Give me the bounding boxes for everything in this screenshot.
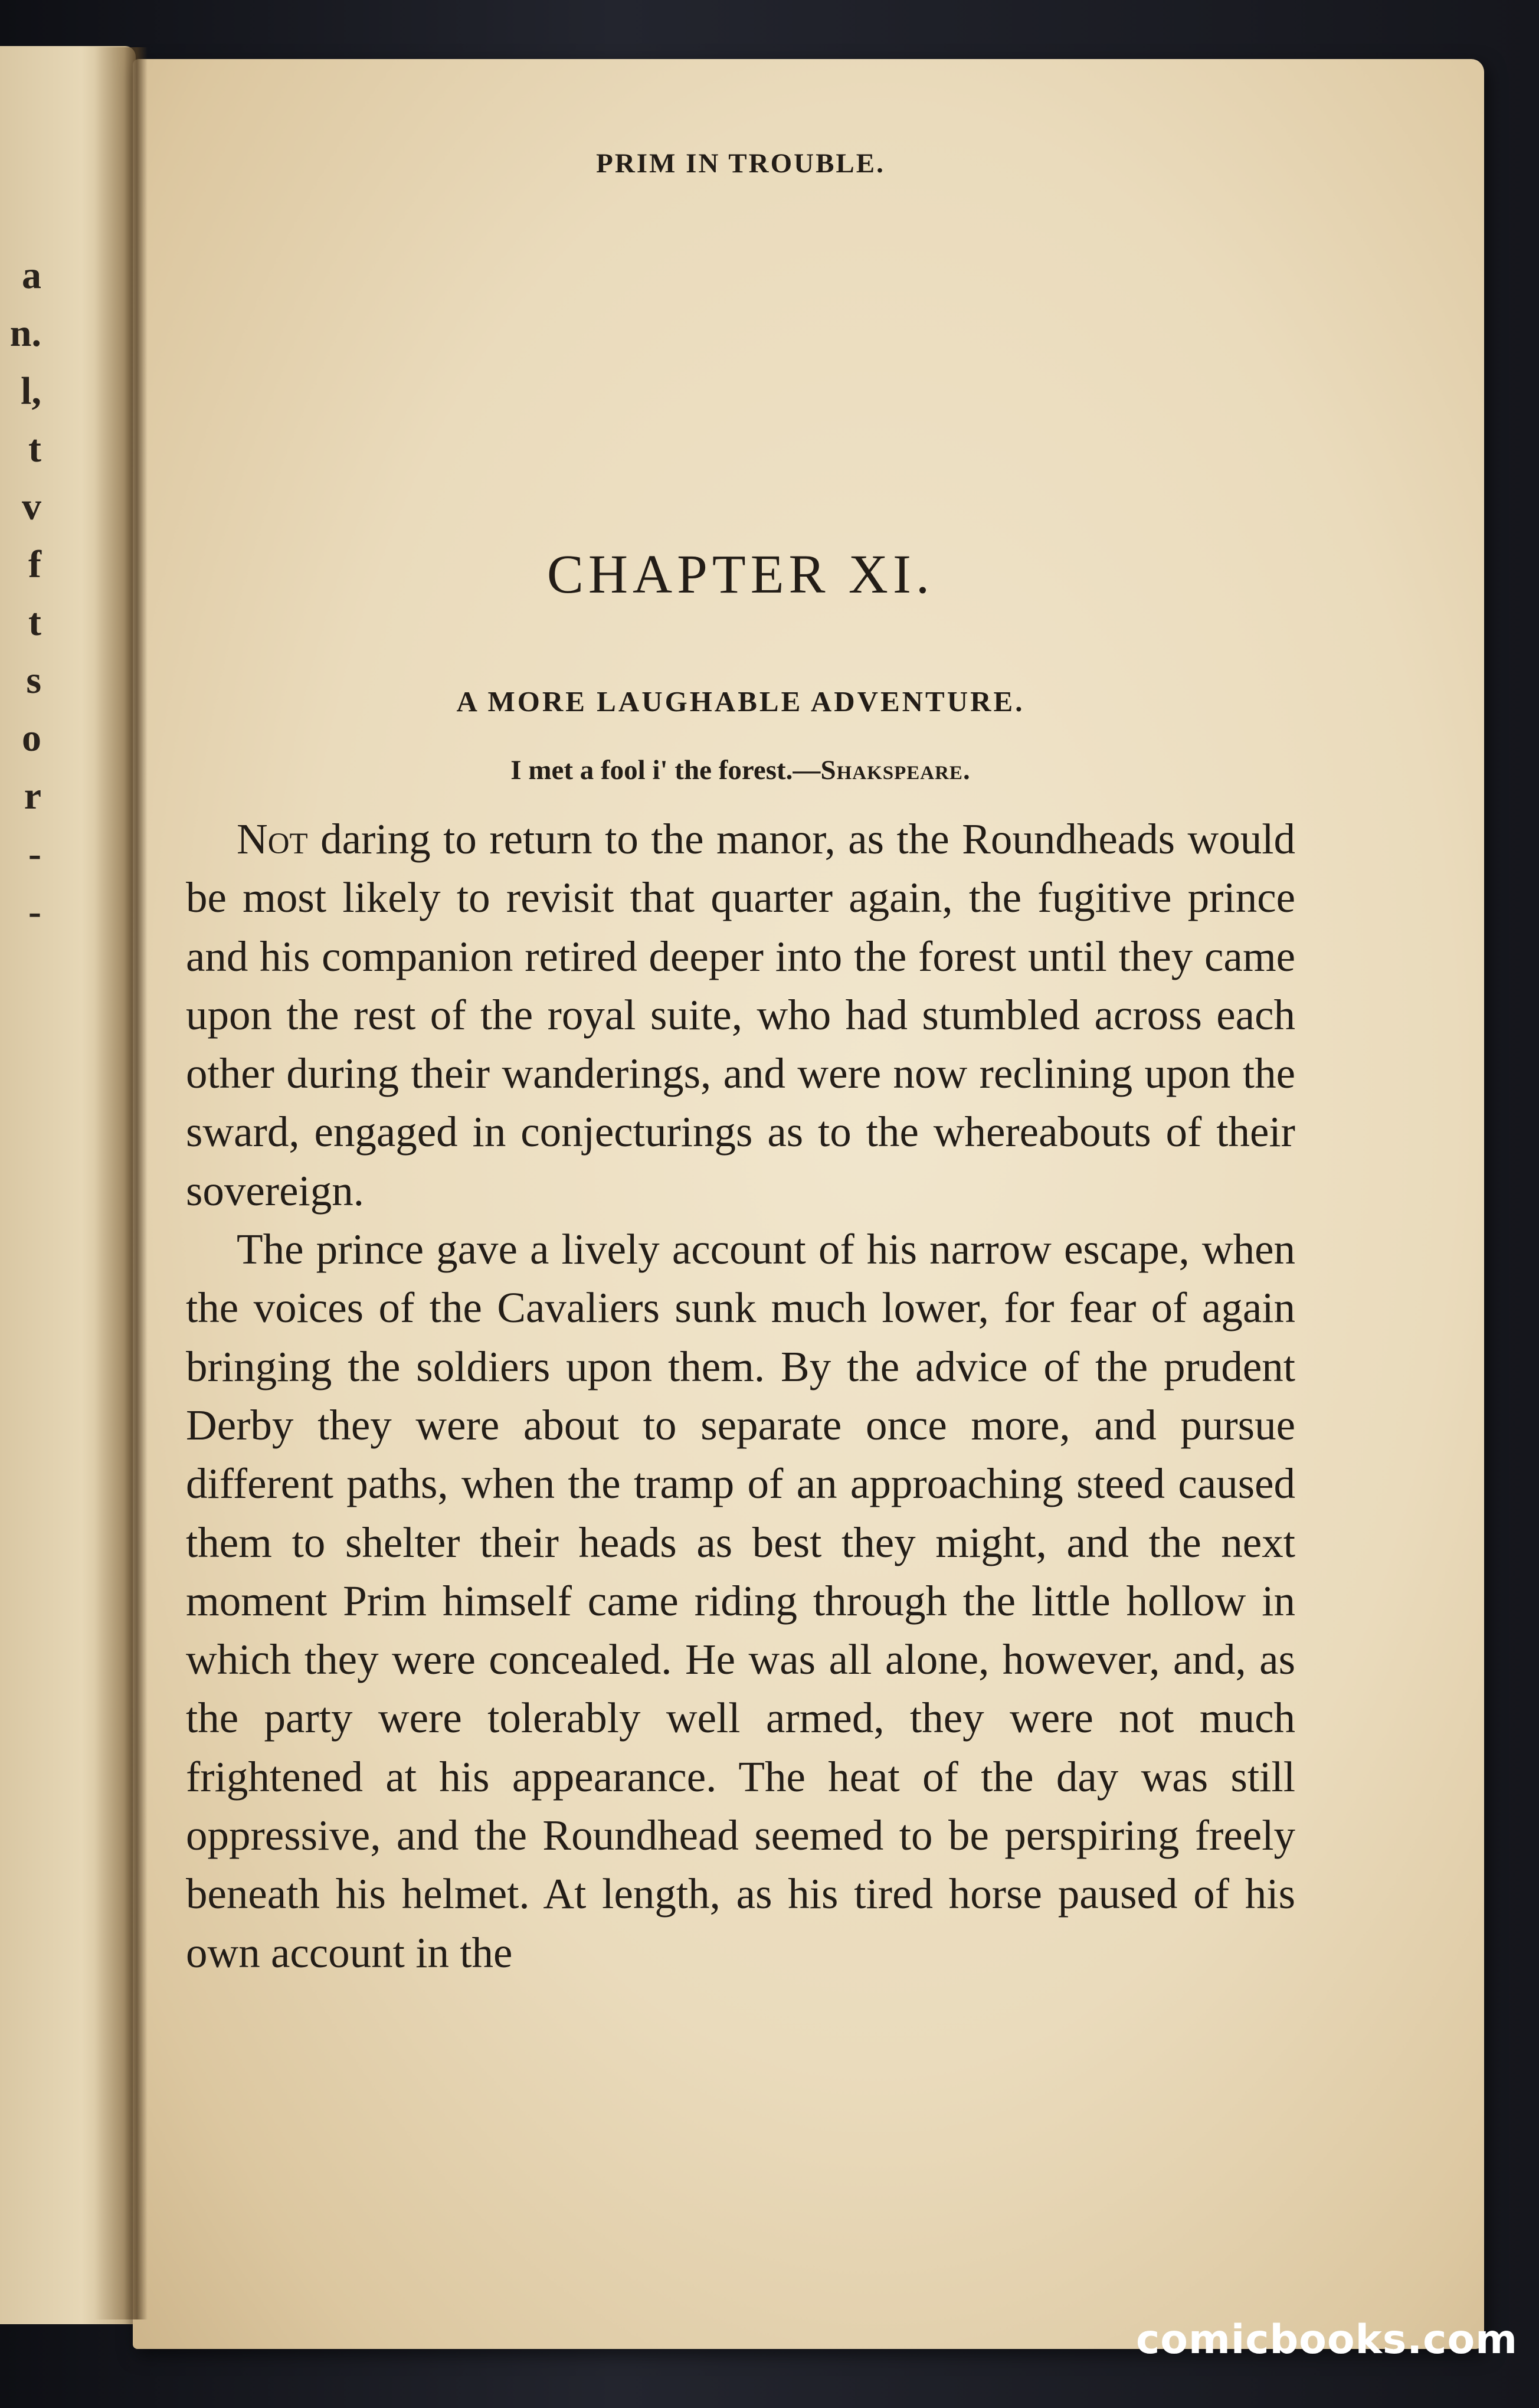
- left-page-text-fragments: [0, 247, 41, 941]
- left-fragment: s: [26, 659, 41, 702]
- left-fragment: -: [28, 890, 41, 933]
- epigraph: [186, 754, 1295, 786]
- paragraph: The prince gave a lively account of his narrow escape, when the voices of the Cavaliers sunk much lower, for fear of again bringing the soldiers upon them. By the advice of the prudent Derby they were about to separate once more, and pursue different paths, when the tramp of an approaching steed caused them to shelter their heads as best they might, and the next moment Prim himself came riding through the little hollow in which they were concealed. He was all alone, however, and, as the party were tolerably well armed, they were not much frightened at his appearance. The heat of the day was still oppressive, and the Roundhead seemed to be perspiring freely beneath his helmet. At length, as his tired horse paused of his own account in the: [186, 1225, 1295, 1977]
- book-page: [133, 59, 1484, 2349]
- chapter-subtitle: A MORE LAUGHABLE ADVENTURE.: [456, 685, 1025, 718]
- book-gutter: [94, 47, 148, 2319]
- left-fragment: -: [28, 832, 41, 875]
- left-fragment: r: [24, 774, 41, 817]
- left-fragment: t: [28, 427, 41, 470]
- running-head: PRIM IN TROUBLE.: [596, 148, 885, 179]
- left-fragment: n.: [9, 312, 41, 355]
- left-fragment: o: [22, 716, 41, 760]
- left-fragment: t: [28, 601, 41, 644]
- paragraph-text: daring to return to the manor, as the Roundheads would be most likely to revisit that quarter again, the fugitive prince and his companion retired deeper into the forest until they came upon the rest of the royal suite, who had stumbled across each other during their wanderings, and were now reclining upon the sward, engaged in conjecturings as to the whereabouts of their sovereign.: [186, 815, 1295, 1215]
- paragraph: [186, 810, 1295, 1220]
- left-fragment: l,: [21, 369, 41, 413]
- chapter-title: CHAPTER XI.: [546, 544, 935, 605]
- left-fragment: v: [22, 485, 41, 528]
- watermark: comicbooks.com: [1136, 2317, 1518, 2363]
- body-text: [186, 810, 1295, 1982]
- epigraph-attribution: Shakspeare.: [820, 755, 971, 786]
- paragraph-lead-word: Not: [237, 815, 308, 863]
- left-fragment: a: [22, 254, 41, 297]
- epigraph-quote: I met a fool i' the forest.—: [510, 755, 821, 786]
- left-fragment: f: [28, 543, 41, 586]
